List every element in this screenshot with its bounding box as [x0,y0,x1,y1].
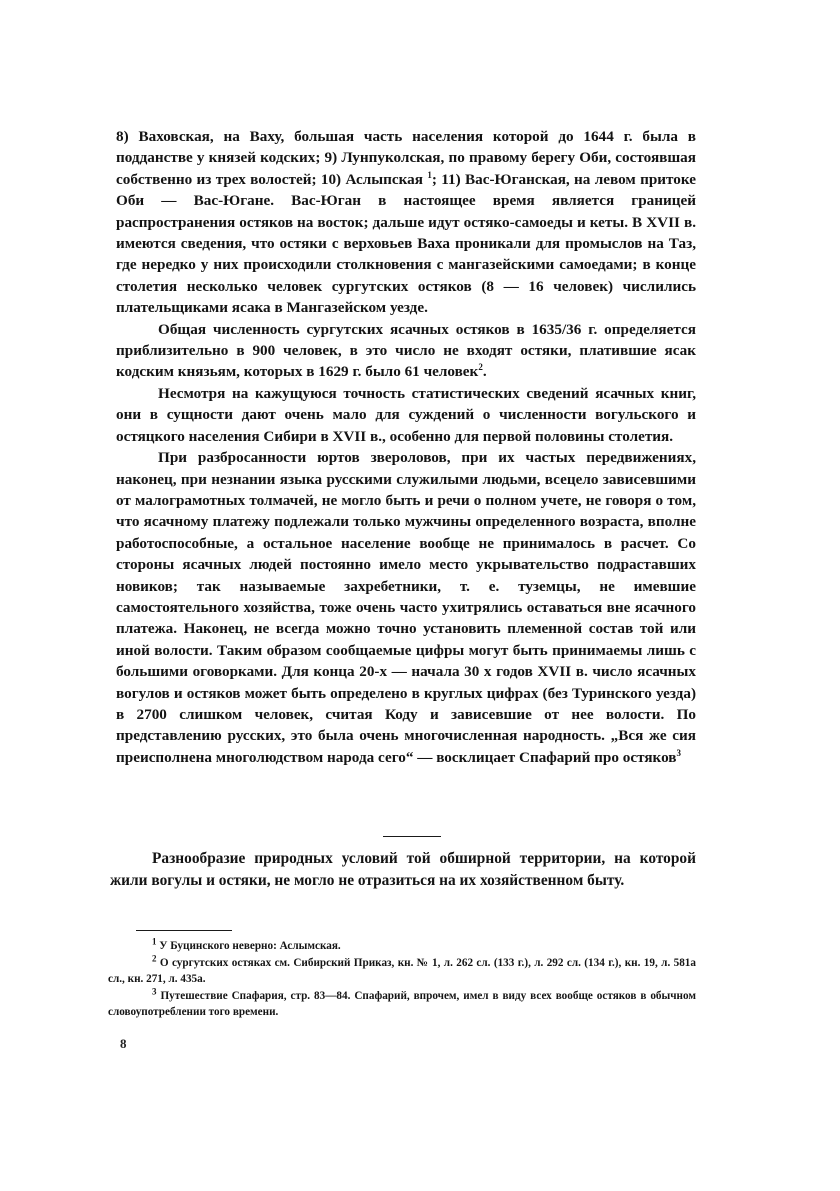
footnote-2-marker: 2 [152,952,157,963]
footnote-1-text: У Буцинского неверно: Аслымская. [159,940,341,952]
footnote-ref-3[interactable]: 3 [676,747,682,758]
footnote-3-text: Путешествие Спафария, стр. 83—84. Спафарий, впрочем, имел в виду всех вообще остяков в обычном словоупотреблении того времени. [108,989,696,1018]
paragraph-1-text: 8) Ваховская, на Ваху, большая часть населения которой до 1644 г. была в подданстве у князей кодских; 9) Лунпуколская, по правому берегу Оби, состоявшая собственно из трех волостей; 10) Аслыпская [116,128,696,188]
paragraph-4 [116,447,696,768]
section-separator [383,836,441,837]
paragraph-1-rest: ; 11) Вас-Юганская, на левом притоке Оби — Вас-Югане. Вас-Юган в настоящее время является границей распространения остяков на восток; дальше идут остяко-самоеды и кеты. В XVII в. имеются сведения, что остяки с верховьев Ваха проникали для промыслов на Таз, где нередко у них происходили столкновения с мангазейскими самоедами; в конце столетия несколько человек сургутских остяков (8 — 16 человек) числились плательщиками ясака в Мангазейском уезде. [116,170,696,317]
footnotes [108,938,696,1021]
main-text [116,126,696,768]
footnote-rule [136,930,232,931]
footnote-3 [108,985,696,1021]
paragraph-2-end: . [482,363,487,381]
continuation-text [110,848,696,891]
footnote-2-text: О сургутских остяках см. Сибирский Приказ, кн. № 1, л. 262 сл. (133 г.), л. 292 сл. (134 г.), кн. 19, л. 581а сл., кн. 271, л. 435а. [108,956,696,985]
paragraph-2-text: Общая численность сургутских ясачных остяков в 1635/36 г. определяется приблизительно в 900 человек, в это число не входят остяки, платившие ясак кодским князьям, которых в 1629 г. было 61 человек [116,320,696,381]
footnote-3-marker: 3 [152,985,157,996]
footnote-1-marker: 1 [152,936,157,947]
paragraph-4-text: При разбросанности юртов звероловов, при их частых передвижениях, наконец, при незнании языка русскими служилыми людьми, всецело зависевшими от малограмотных толмачей, не могло быть и речи о полном учете, не говоря о том, что ясачному платежу подлежали только мужчины определенного возраста, вполне работоспособные, а остальное население вообще не принималось в расчет. Со стороны ясачных людей постоянно имело место укрывательство подраставших новиков; так называемые захребетники, т. е. туземцы, не имевшие самостоятельного хозяйства, тоже очень часто ухитрялись оставаться вне ясачного платежа. Наконец, не всегда можно точно установить племенной состав той или иной волости. Таким образом сообщаемые цифры могут быть принимаемы лишь с большими оговорками. Для конца 20-х — начала 30 х годов XVII в. число ясачных вогулов и остяков может быть определено в круглых цифрах (без Туринского уезда) в 2700 слишком человек, считая Коду и зависевшие от нее волости. По представлению русских, это была очень многочисленная народность. „Вся же сия преисполнена многолюдством народа сего“ — восклицает Спафарий про остяков [116,449,696,766]
paragraph-2 [116,319,696,383]
paragraph-3: Несмотря на кажущуюся точность статистических сведений ясачных книг, они в сущности дают очень мало для суждений о численности вогульского и остяцкого населения Сибири в XVII в., особенно для первой половины столетия. [116,384,696,445]
page-number: 8 [120,1036,127,1051]
footnote-ref-1[interactable]: 1 [427,169,432,180]
footnote-ref-2[interactable]: 2 [478,362,483,373]
paragraph-1 [116,126,696,319]
footnote-2 [108,952,696,988]
footnote-1 [108,938,696,955]
continuation-paragraph: Разнообразие природных условий той обширной территории, на которой жили вогулы и остяки, не могло не отразиться на их хозяйственном быту. [110,850,696,889]
